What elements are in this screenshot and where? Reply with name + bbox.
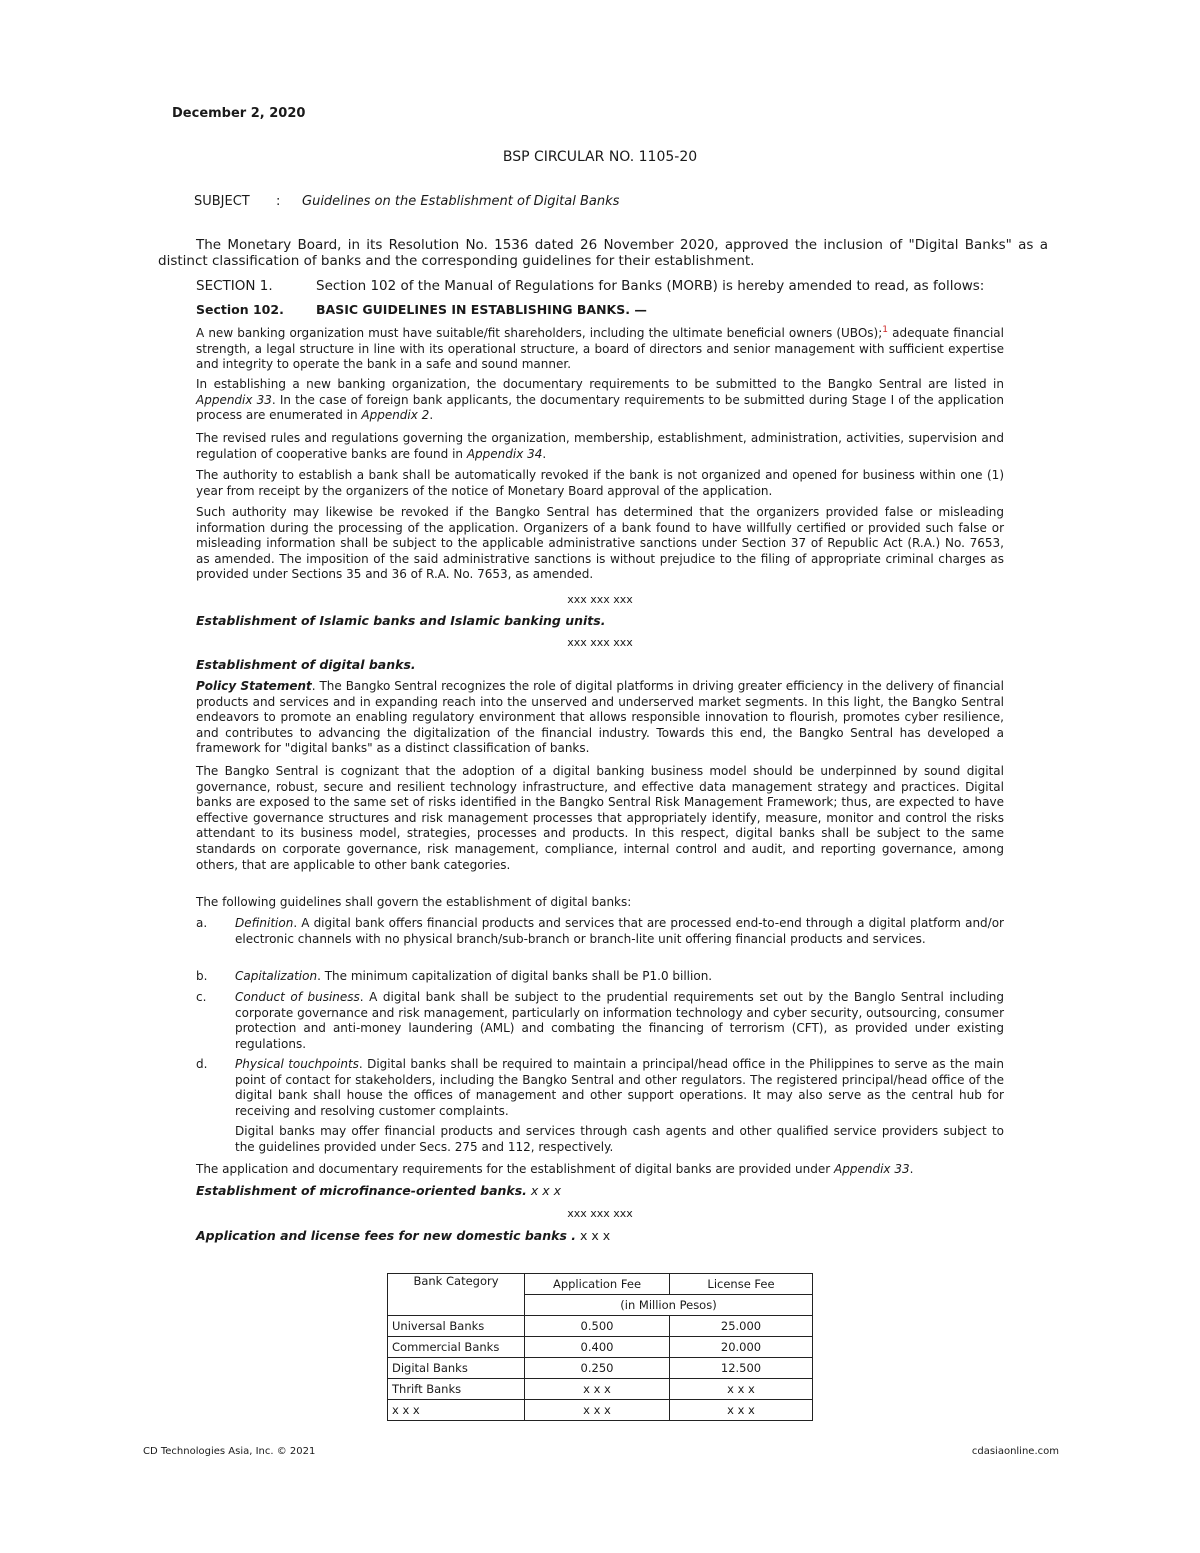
paragraph-following: The following guidelines shall govern the establishment of digital banks: xyxy=(196,895,632,909)
section-1 xyxy=(196,278,985,294)
paragraph-text: A new banking organization must have suitable/fit shareholders, including the ultimate beneficial owners (UBOs); xyxy=(196,326,883,340)
list-item xyxy=(196,990,1004,1052)
header-bank-category: Bank Category xyxy=(388,1274,525,1316)
list-text: . A digital bank offers financial products and services that are processed end-to-end through a digital platform and/or electronic channels with no physical branch/sub-branch or branch-lite unit offering financial products and services. xyxy=(235,916,1004,946)
digital-heading: Establishment of digital banks. xyxy=(196,657,416,672)
table-row xyxy=(388,1337,813,1358)
list-letter: c. xyxy=(196,990,207,1004)
paragraph-text: In establishing a new banking organization, the documentary requirements to be submitted to the Bangko Sentral are listed in xyxy=(196,377,1004,391)
paragraph-text: The revised rules and regulations governing the organization, membership, establishment, administration, activities, supervision and regulation of cooperative banks are found in xyxy=(196,431,1004,461)
subject-line xyxy=(194,194,620,209)
paragraph-revocation: The authority to establish a bank shall be automatically revoked if the bank is not organized and opened for business within one (1) year from receipt by the organizers of the notice of Monetary Board approval of the application. xyxy=(196,468,1004,498)
footnote-marker[interactable]: 1 xyxy=(882,325,888,335)
table-row xyxy=(388,1379,813,1400)
table-cell: Digital Banks xyxy=(388,1358,525,1379)
omission-marker: x x x xyxy=(530,1183,562,1198)
fees-table xyxy=(387,1273,813,1421)
header-application-fee: Application Fee xyxy=(525,1274,670,1295)
paragraph-text: . xyxy=(542,446,547,461)
list-text: . Digital banks shall be required to maintain a principal/head office in the Philippines to serve as the main point of contact for stakeholders, including the Bangko Sentral and other regulators. The registered principal/head office of the digital bank shall house the offices of management and other support operations. It may also serve as the central hub for receiving and resolving customer complaints. xyxy=(235,1057,1004,1118)
list-term: Definition xyxy=(235,916,294,930)
list-letter: b. xyxy=(196,969,208,983)
policy-label: Policy Statement xyxy=(196,679,312,693)
table-row xyxy=(388,1400,813,1421)
paragraph-text: . xyxy=(429,408,434,423)
paragraph-shareholders xyxy=(196,323,1004,373)
section-1-text: Section 102 of the Manual of Regulations for Banks (MORB) is hereby amended to read, as follows: xyxy=(316,278,985,294)
table-cell: x x x xyxy=(388,1400,525,1421)
table-cell: Thrift Banks xyxy=(388,1379,525,1400)
header-license-fee: License Fee xyxy=(670,1274,813,1295)
paragraph-text: . The Bangko Sentral recognizes the role of digital platforms in driving greater efficiency in the delivery of financial products and services and in expanding reach into the unserved and underserved market segments. In this light, the Bangko Sentral endeavors to promote an enabling regulatory environment that allows responsible innovation to flourish, promotes cyber resilience, and contributes to advancing the digitalization of the financial industry. Towards this end, the Bangko Sentral has developed a framework for "digital banks" as a distinct classification of banks. xyxy=(196,679,1004,756)
table-cell: x x x xyxy=(670,1379,813,1400)
paragraph-application xyxy=(196,1162,1004,1178)
table-cell: x x x xyxy=(525,1379,670,1400)
table-cell: 20.000 xyxy=(670,1337,813,1358)
islamic-heading: Establishment of Islamic banks and Islamic banking units. xyxy=(196,613,606,628)
table-cell: x x x xyxy=(525,1400,670,1421)
subject-colon: : xyxy=(276,194,281,209)
table-cell: 0.250 xyxy=(525,1358,670,1379)
table-unit: (in Million Pesos) xyxy=(525,1295,813,1316)
section-102-heading xyxy=(196,302,647,317)
paragraph-text: . In the case of foreign bank applicants, the documentary requirements to be submitted during Stage I of the application process are enumerated in xyxy=(196,392,1004,423)
section-1-label: SECTION 1. xyxy=(196,278,273,294)
table-row xyxy=(388,1316,813,1337)
omission-marker: x x x xyxy=(579,1228,611,1243)
list-item xyxy=(196,1057,1004,1119)
list-letter: a. xyxy=(196,916,208,930)
table-cell: Universal Banks xyxy=(388,1316,525,1337)
paragraph-text: . xyxy=(909,1162,914,1176)
policy-statement xyxy=(196,679,1004,757)
intro-paragraph: The Monetary Board, in its Resolution No. 1536 dated 26 November 2020, approved the inclusion of "Digital Banks" as a distinct classification of banks and the corresponding guidelines for their establishment. xyxy=(158,237,1048,269)
paragraph-cooperative xyxy=(196,431,1004,462)
subject-label: SUBJECT xyxy=(194,194,250,209)
appendix-ref: Appendix 33 xyxy=(834,1162,910,1176)
table-cell: 0.400 xyxy=(525,1337,670,1358)
list-item xyxy=(196,969,1004,985)
circular-date: December 2, 2020 xyxy=(172,106,306,121)
appendix-ref: Appendix 2 xyxy=(361,408,430,423)
paragraph-cognizant: The Bangko Sentral is cognizant that the adoption of a digital banking business model should be underpinned by sound digital governance, robust, secure and resilient technology infrastructure, and effective data management strategy and practices. Digital banks are exposed to the same set of risks identified in the Bangko Sentral Risk Management Framework; thus, are expected to have effective governance structures and risk management processes that appropriately identify, measure, monitor and control the risks attendant to its business model, strategies, processes and products. In this respect, digital banks shall be subject to the same standards on corporate governance, risk management, compliance, internal control and audit, and reporting governance, among others, that are applicable to other bank categories. xyxy=(196,764,1004,872)
section-heading: Application and license fees for new domestic banks . xyxy=(196,1228,576,1243)
omission-marker: xxx xxx xxx xyxy=(567,593,633,606)
list-text: Digital banks may offer financial products and services through cash agents and other qualified service providers subject to the guidelines provided under Secs. 275 and 112, respectively. xyxy=(235,1124,1004,1154)
omission-marker: xxx xxx xxx xyxy=(567,636,633,649)
table-header-row xyxy=(388,1274,813,1295)
circular-number: BSP CIRCULAR NO. 1105-20 xyxy=(502,149,698,165)
table-cell: 25.000 xyxy=(670,1316,813,1337)
footer-copyright: CD Technologies Asia, Inc. © 2021 xyxy=(143,1446,316,1457)
section-heading: Establishment of microfinance-oriented banks. xyxy=(196,1183,527,1198)
section-102-label: Section 102. xyxy=(196,302,284,317)
table-cell: x x x xyxy=(670,1400,813,1421)
table-row xyxy=(388,1358,813,1379)
paragraph-sanctions: Such authority may likewise be revoked if the Bangko Sentral has determined that the organizers provided false or misleading information during the processing of the application. Organizers of a bank found to have willfully certified or provided such false or misleading information shall be subject to the applicable administrative sanctions under Section 37 of Republic Act (R.A.) No. 7653, as amended. The imposition of the said administrative sanctions is without prejudice to the filing of appropriate criminal charges as provided under Sections 35 and 36 of R.A. No. 7653, as amended. xyxy=(196,505,1004,582)
table-cell: 12.500 xyxy=(670,1358,813,1379)
list-letter: d. xyxy=(196,1057,208,1071)
list-text: . The minimum capitalization of digital banks shall be P1.0 billion. xyxy=(317,969,713,983)
subject-value: Guidelines on the Establishment of Digital Banks xyxy=(302,194,620,209)
appendix-ref: Appendix 34 xyxy=(466,446,543,461)
list-text: . A digital bank shall be subject to the prudential requirements set out by the Banglo Sentral including corporate governance and risk management, particularly on information technology and cyber security, outsourcing, consumer protection and anti-money laundering (AML) and combating the financing of terrorism (CFT), as provided under existing regulations. xyxy=(235,990,1004,1051)
microfinance-heading xyxy=(196,1183,1004,1199)
appendix-ref: Appendix 33 xyxy=(196,392,272,407)
table-cell: 0.500 xyxy=(525,1316,670,1337)
list-term: Capitalization xyxy=(235,969,318,983)
fees-heading xyxy=(196,1228,1004,1244)
list-item-d-continuation xyxy=(196,1124,1004,1155)
paragraph-text: adequate financial strength, a legal structure in line with its operational structure, a board of directors and senior management with sufficient expertise and integrity to operate the bank in a safe and sound manner. xyxy=(196,326,1004,372)
footer-website-link[interactable]: cdasiaonline.com xyxy=(971,1446,1059,1457)
section-102-title: BASIC GUIDELINES IN ESTABLISHING BANKS. — xyxy=(316,302,647,317)
list-term: Physical touchpoints xyxy=(235,1057,359,1071)
table-cell: Commercial Banks xyxy=(388,1337,525,1358)
omission-marker: xxx xxx xxx xyxy=(567,1207,633,1220)
paragraph-text: The application and documentary requirements for the establishment of digital banks are provided under xyxy=(196,1162,835,1176)
list-item xyxy=(196,916,1004,947)
list-term: Conduct of business xyxy=(235,990,360,1004)
paragraph-documentary xyxy=(196,377,1004,424)
